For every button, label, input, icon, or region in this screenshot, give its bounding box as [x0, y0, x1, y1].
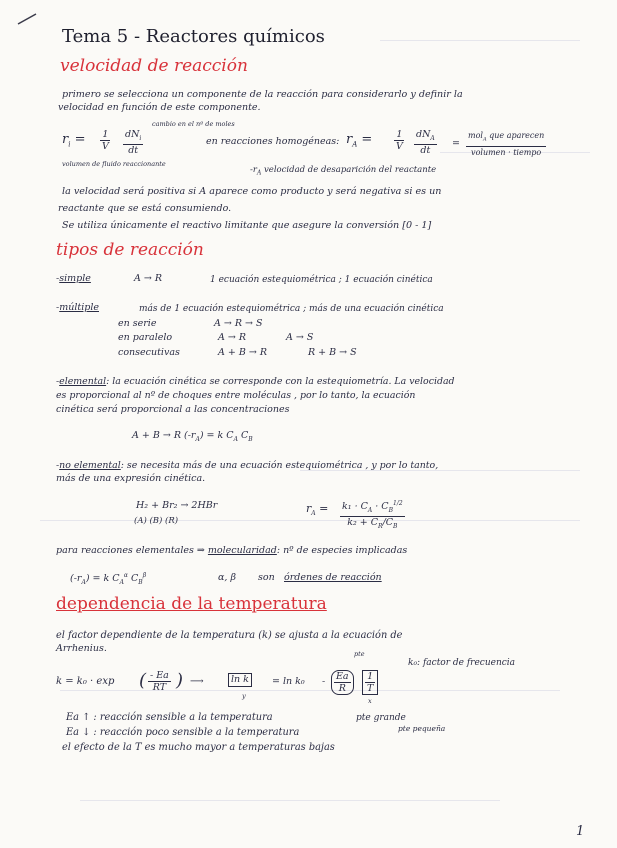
fraction-dni-dt: $dN_i$ dt [125, 129, 142, 156]
paralelo-equation-1: A → R [218, 332, 247, 343]
one-over-t-box: $\frac{1}{T}$ [362, 670, 378, 695]
simple-description: 1 ecuación estequiométrica ; 1 ecuación cinética [210, 275, 433, 285]
elemental-equation: A + B → R $(-r_A) = k$ $C_A$ $C_B$ [132, 430, 253, 443]
order-alpha-beta: α, β [218, 572, 236, 583]
note-volume: volumen de fluido reaccionante [62, 160, 166, 168]
sign-line-1: la velocidad será positiva si A aparece como producto y será negativa si es un [62, 186, 442, 197]
hbr-ra: $r_A$ = [306, 502, 329, 518]
efecto-line: el efecto de la T es mucho mayor a temperaturas bajas [62, 742, 335, 753]
slope-box: $\frac{Ea}{R}$ [331, 670, 354, 695]
ln-k0: = ln k₀ [272, 676, 305, 687]
section-heading-velocidad: velocidad de reacción [60, 56, 248, 76]
x-label: x [368, 697, 372, 705]
ea-up-line: Ea ↑ : reacción sensible a la temperatura [66, 712, 273, 723]
equals-sign: = [452, 138, 460, 149]
arrhenius-k: k = k₀ · exp [56, 676, 115, 687]
type-elemental: -elemental: la ecuación cinética se corresponde con la estequiometría. La velocidad [56, 376, 455, 387]
hbr-species-labels: (A) (B) (R) [134, 516, 179, 526]
section-heading-temperatura: dependencia de la temperatura [56, 594, 327, 614]
freq-factor-note: k₀: factor de frecuencia [408, 658, 516, 668]
molecularidad-line: para reacciones elementales ⇒ molecularidad: nº de especies implicadas [56, 545, 408, 556]
homogeneous-label: en reacciones homogéneas: [206, 136, 340, 147]
intro-line-2: velocidad en función de este componente. [58, 102, 261, 113]
temp-line-2: Arrhenius. [56, 643, 107, 654]
pte-note-top: pte [354, 650, 365, 658]
section-heading-tipos: tipos de reacción [56, 240, 204, 260]
serie-label: en serie [118, 318, 157, 329]
type-multiple: -múltiple [56, 302, 99, 313]
rate-units: mol$_A$ que aparecen volumen · tiempo [468, 131, 545, 157]
serie-equation: A → R → S [214, 318, 263, 329]
fraction-1-over-v: $\frac{1}{V}$ [102, 129, 109, 152]
type-no-elemental: -no elemental: se necesita más de una ecuación estequiométrica , y por lo tanto, [56, 460, 439, 471]
elemental-line-2: es proporcional al nº de choques entre moléculas , por lo tanto, la ecuación [56, 390, 416, 401]
ea-down-line: Ea ↓ : reacción poco sensible a la temperatura [66, 727, 300, 738]
y-label: y [242, 692, 246, 700]
intro-line-1: primero se selecciona un componente de la reacción para considerarlo y definir la [62, 89, 463, 100]
note-moles-change: cambio en el nº de moles [152, 120, 235, 128]
type-simple: -simple [56, 273, 91, 284]
ln-k-box: ln k [228, 673, 252, 687]
fraction-dna-dt: $dN_A$ dt [416, 129, 435, 156]
pencil-mark [16, 12, 40, 26]
sign-line-2: reactante que se está consumiendo. [58, 203, 232, 214]
paralelo-label: en paralelo [118, 332, 173, 343]
elemental-line-3: cinética será proporcional a las concentraciones [56, 404, 290, 415]
exp-open-paren: ( [139, 670, 147, 691]
multiple-description: más de 1 ecuación estequiométrica ; más de una ecuación cinética [139, 304, 444, 314]
sign-line-3: Se utiliza únicamente el reactivo limitante que asegure la conversión [0 - 1] [62, 220, 432, 231]
rate-ri: $r_i$ = [62, 132, 86, 149]
arrhenius-ea-rt: $\frac{- Ea}{RT}$ [150, 670, 169, 693]
paralelo-equation-2: A → S [286, 332, 314, 343]
page-title: Tema 5 - Reactores químicos [62, 26, 325, 47]
temp-line-1: el factor dependiente de la temperatura (k) se ajusta a la ecuación de [56, 630, 403, 641]
pte-pequena: pte pequeña [398, 724, 446, 733]
page-number: 1 [576, 824, 585, 839]
pte-grande: pte grande [356, 713, 406, 723]
consec-label: consecutivas [118, 347, 180, 358]
fraction-1-over-v-2: $\frac{1}{V}$ [396, 129, 403, 152]
minus-sign: - [322, 676, 326, 687]
order-equation: $(-r_A) = k$ $C_A^\alpha$ $C_B^\beta$ [70, 572, 147, 587]
simple-equation: A → R [134, 273, 163, 284]
hbr-equation: H₂ + Br₂ → 2HBr [136, 500, 218, 511]
consec-equation-2: R + B → S [308, 347, 357, 358]
no-elemental-line-2: más de una expresión cinética. [56, 473, 206, 484]
consec-equation-1: A + B → R [218, 347, 267, 358]
order-label: órdenes de reacción [284, 572, 382, 583]
order-son: son [258, 572, 275, 583]
rate-ra: $r_A$ = [346, 132, 373, 149]
neg-ra-definition: $-r_A$ velocidad de desaparición del reactante [250, 165, 437, 177]
hbr-rate-fraction: $\frac{k_1 \cdot C_A \cdot C_B^{1/2}}{k_2 + C_R/C_B}$ [342, 500, 403, 530]
exp-close-paren: ) [176, 670, 184, 691]
arrow-long: ⟶ [190, 676, 204, 687]
